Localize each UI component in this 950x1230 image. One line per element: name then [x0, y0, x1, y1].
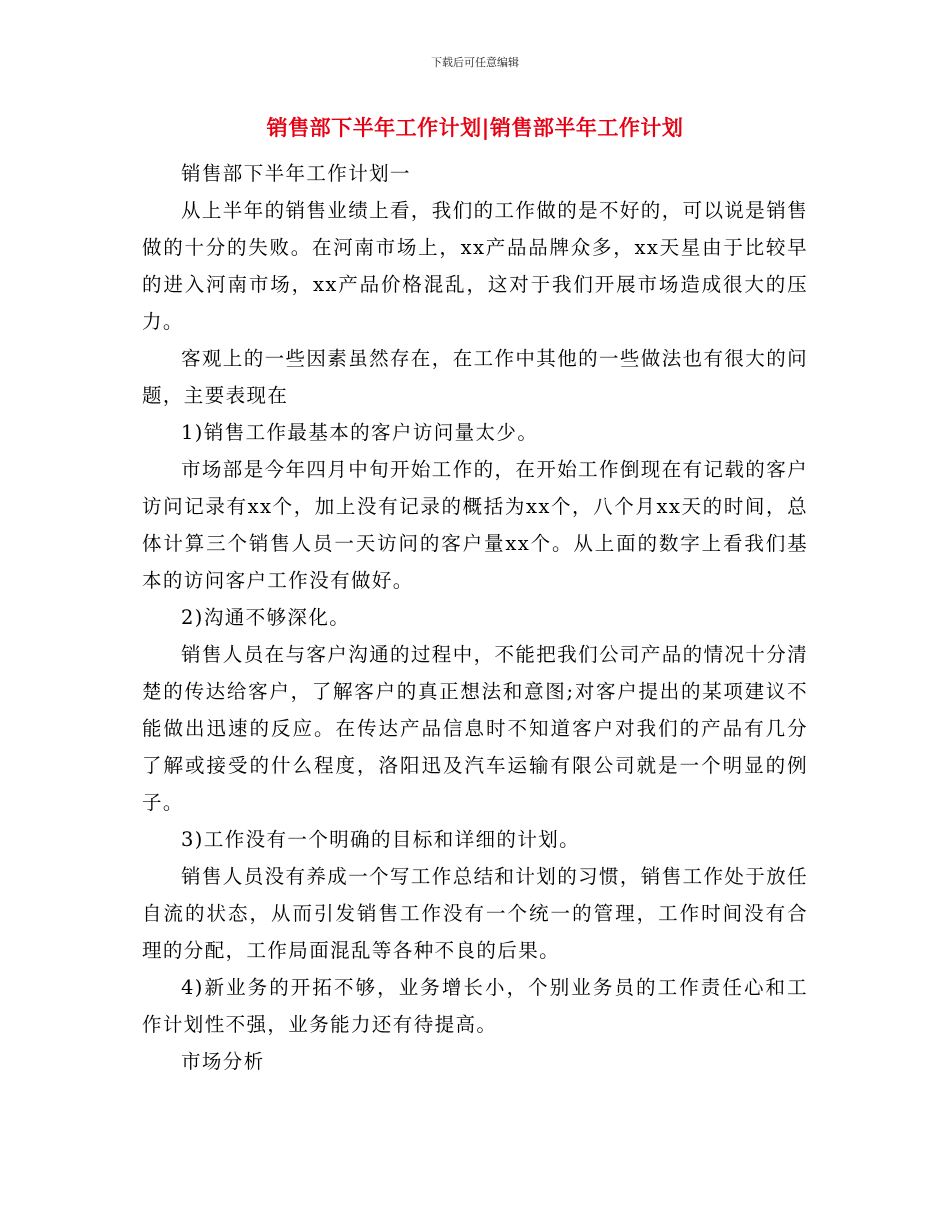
paragraph-heading: 销售部下半年工作计划一	[181, 162, 411, 185]
paragraph: 市场部是今年四月中旬开始工作的，在开始工作倒现在有记载的客户访问记录有xx个，加上没有记录的概括为xx个，八个月xx天的时间，总体计算三个销售人员一天访问的客户量xx个。从上面的数字上看我们基本的访问客户工作没有做好。	[142, 458, 809, 592]
paragraph: 从上半年的销售业绩上看，我们的工作做的是不好的，可以说是销售做的十分的失败。在河南市场上，xx产品品牌众多，xx天星由于比较早的进入河南市场，xx产品价格混乱，这对于我们开展市场造成很大的压力。	[142, 199, 809, 333]
paragraph-list-item: 4)新业务的开拓不够，业务增长小，个别业务员的工作责任心和工作计划性不强，业务能力还有待提高。	[142, 976, 808, 1036]
document-body	[142, 155, 808, 1080]
paragraph-list-item: 1)销售工作最基本的客户访问量太少。	[181, 421, 539, 444]
paragraph-heading: 市场分析	[181, 1050, 265, 1073]
paragraph-list-item: 3)工作没有一个明确的目标和详细的计划。	[181, 828, 581, 851]
paragraph-list-item: 2)沟通不够深化。	[181, 606, 351, 629]
header-note: 下载后可任意编辑	[431, 56, 519, 69]
paragraph: 客观上的一些因素虽然存在，在工作中其他的一些做法也有很大的问题，主要表现在	[142, 347, 809, 407]
paragraph: 销售人员在与客户沟通的过程中，不能把我们公司产品的情况十分清楚的传达给客户，了解客户的真正想法和意图;对客户提出的某项建议不能做出迅速的反应。在传达产品信息时不知道客户对我们的产品有几分了解或接受的什么程度，洛阳迅及汽车运输有限公司就是一个明显的例子。	[142, 643, 809, 814]
paragraph: 销售人员没有养成一个写工作总结和计划的习惯，销售工作处于放任自流的状态，从而引发销售工作没有一个统一的管理，工作时间没有合理的分配，工作局面混乱等各种不良的后果。	[142, 865, 809, 962]
document-title: 销售部下半年工作计划|销售部半年工作计划	[266, 116, 684, 140]
